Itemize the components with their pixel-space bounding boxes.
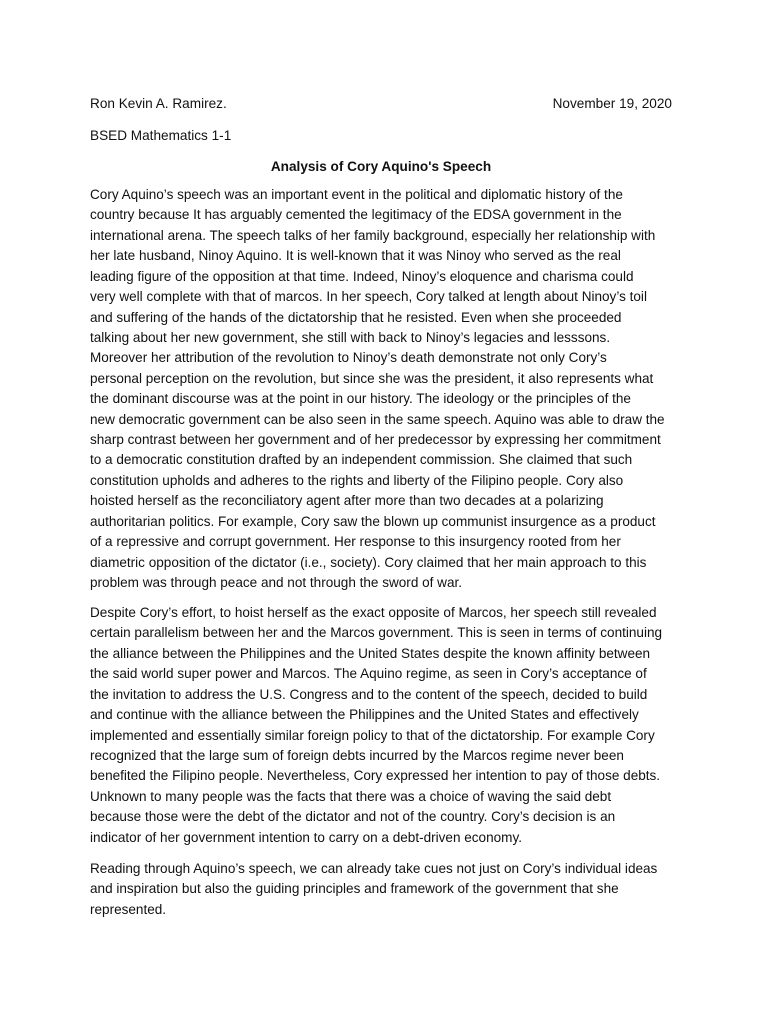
paragraph-line: international arena. The speech talks of her family background, especially her relationship with	[90, 227, 656, 243]
paragraph-line: sharp contrast between her government and of her predecessor by expressing her commitment	[90, 432, 661, 448]
paragraph-line: the invitation to address the U.S. Congress and to the content of the speech, decided to build	[90, 686, 648, 702]
paragraph-line: talking about her new government, she still with back to Ninoy’s legacies and lesssons.	[90, 329, 611, 345]
paragraph-line: authoritarian politics. For example, Cory saw the blown up communist insurgence as a product	[90, 513, 656, 529]
paragraph-line: the dominant discourse was at the point in our history. The ideology or the principles of the	[90, 391, 631, 407]
paragraph-line: because those were the debt of the dictator and not of the country. Cory’s decision is an	[90, 809, 616, 825]
paragraph-line: personal perception on the revolution, but since she was the president, it also represents what	[90, 370, 654, 386]
paragraph-line: Cory Aquino’s speech was an important event in the political and diplomatic history of the	[90, 187, 623, 202]
paragraph-line: recognized that the large sum of foreign debts incurred by the Marcos regime never been	[90, 747, 624, 763]
paragraph-line: diametric opposition of the dictator (i.e., society). Cory claimed that her main approach to this	[90, 554, 647, 570]
paragraph-3	[90, 859, 680, 920]
paragraph-line: of a repressive and corrupt government. Her response to this insurgency rooted from her	[90, 534, 621, 550]
paragraph-line: and suffering of the hands of the dictatorship that he resisted. Even when she proceeded	[90, 309, 622, 325]
paragraph-line: certain parallelism between her and the Marcos government. This is seen in terms of continuing	[90, 625, 663, 641]
paragraph-line: benefited the Filipino people. Nevertheless, Cory expressed her intention to pay of those debts.	[90, 768, 661, 784]
paragraph-line: the said world super power and Marcos. The Aquino regime, as seen in Cory’s acceptance of	[90, 666, 647, 682]
paragraph-line: leading figure of the opposition at that time. Indeed, Ninoy’s eloquence and charisma could	[90, 268, 634, 284]
paragraph-line: problem was through peace and not through the sword of war.	[90, 575, 463, 591]
header-row	[90, 94, 672, 114]
document-title: Analysis of Cory Aquino's Speech	[270, 159, 492, 174]
paragraph-line: Reading through Aquino’s speech, we can already take cues not just on Cory’s individual ideas	[90, 861, 658, 876]
paragraph-line: and inspiration but also the guiding principles and framework of the government that she	[90, 881, 619, 897]
paragraph-line: indicator of her government intention to carry on a debt-driven economy.	[90, 829, 522, 845]
paragraph-2	[90, 603, 680, 848]
paragraph-line: country because It has arguably cemented the legitimacy of the EDSA government in the	[90, 207, 622, 223]
paragraph-line: hoisted herself as the reconciliatory agent after more than two decades at a polarizing	[90, 493, 604, 509]
paragraph-line: Despite Cory’s effort, to hoist herself as the exact opposite of Marcos, her speech still revealed	[90, 605, 657, 620]
course-label: BSED Mathematics 1-1	[90, 128, 232, 143]
paragraph-line: her late husband, Ninoy Aquino. It is well-known that it was Ninoy who served as the real	[90, 248, 621, 264]
paragraph-line: represented.	[90, 901, 167, 917]
paragraph-line: very well complete with that of marcos. In her speech, Cory talked at length about Ninoy’s toil	[90, 289, 647, 305]
paragraph-line: Moreover her attribution of the revolution to Ninoy’s death demonstrate not only Cory’s	[90, 350, 607, 366]
author-name: Ron Kevin A. Ramirez.	[90, 96, 227, 111]
paragraph-line: Unknown to many people was the facts that there was a choice of waving the said debt	[90, 788, 612, 804]
paragraph-line: and continue with the alliance between the Philippines and the United States and effectively	[90, 707, 639, 723]
paragraph-line: constitution upholds and adheres to the rights and liberty of the Filipino people. Cory also	[90, 472, 624, 488]
paragraph-line: the alliance between the Philippines and the United States despite the known affinity between	[90, 645, 651, 661]
paragraph-1	[90, 185, 680, 593]
paragraph-line: new democratic government can be also seen in the same speech. Aquino was able to draw the	[90, 411, 665, 427]
document-date: November 19, 2020	[552, 96, 672, 111]
paragraph-line: to a democratic constitution drafted by an independent commission. She claimed that such	[90, 452, 633, 468]
paragraph-line: implemented and essentially similar foreign policy to that of the dictatorship. For example Cory	[90, 727, 655, 743]
